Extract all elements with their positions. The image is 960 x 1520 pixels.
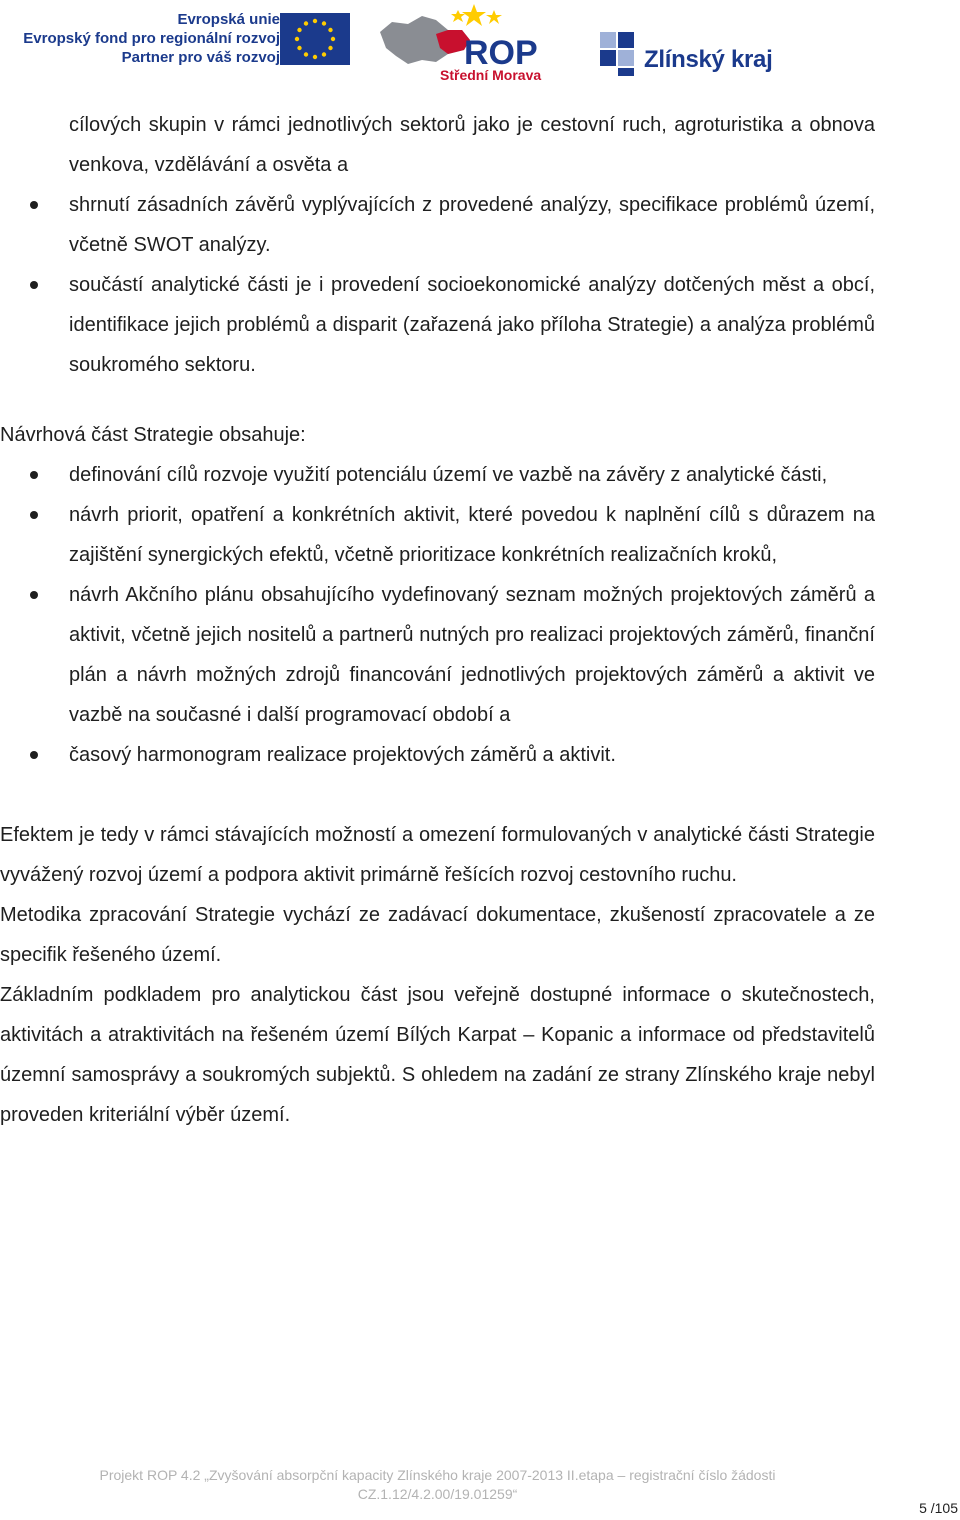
eu-fund-logo	[8, 8, 374, 70]
eu-logo-line: Partner pro váš rozvoj	[121, 49, 280, 66]
list-item: časový harmonogram realizace projektových záměrů a aktivit.	[0, 735, 875, 775]
bullet-icon	[30, 281, 38, 289]
body-paragraph: Základním podkladem pro analytickou část jsou veřejně dostupné informace o skutečnostech, aktivitách a atraktivitách na řešeném území Bílých Karpat – Kopanic a informace od představitelů územní samosprávy a soukromých subjektů. S ohledem na zadání ze strany Zlínského kraje nebyl proveden kriteriální výběr území.	[0, 984, 875, 1126]
rop-emblem-icon	[378, 0, 578, 84]
rop-title: ROP	[464, 34, 538, 72]
bullet-icon	[30, 511, 38, 519]
page-header	[0, 0, 960, 88]
zlinsky-kraj-emblem-icon	[596, 28, 642, 78]
list-item: návrh Akčního plánu obsahujícího vydefinovaný seznam možných projektových záměrů a aktivit, včetně jejich nositelů a partnerů nutných pro realizaci projektových záměrů, finanční plán a návrh možných zdrojů financování jednotlivých projektových záměrů a aktivit ve vazbě na současné i další programovací období a	[0, 575, 875, 735]
bullet-icon	[30, 591, 38, 599]
list-item: definování cílů rozvoje využití potenciálu území ve vazbě na závěry z analytické části,	[0, 455, 875, 495]
list-item: návrh priorit, opatření a konkrétních aktivit, které povedou k naplnění cílů s důrazem na zajištění synergických efektů, včetně prioritizace konkrétních realizačních kroků,	[0, 495, 875, 575]
body-paragraph: Metodika zpracování Strategie vychází ze zadávací dokumentace, zkušeností zpracovatele a ze specifik řešeného území.	[0, 904, 875, 966]
intro-continuation: cílových skupin v rámci jednotlivých sektorů jako je cestovní ruch, agroturistika a obnova venkova, vzdělávání a osvěta a	[69, 114, 875, 176]
bullet-icon	[30, 471, 38, 479]
rop-subtitle: Střední Morava	[440, 67, 542, 83]
page-number: 5 /105	[919, 1500, 958, 1516]
footer-project-line: Projekt ROP 4.2 „Zvyšování absorpční kapacity Zlínského kraje 2007-2013 II.etapa – registrační číslo žádosti	[99, 1467, 776, 1483]
region-name: Zlínský kraj	[644, 46, 773, 73]
zlinsky-kraj-logo	[596, 28, 816, 78]
eu-logo-line: Evropská unie	[177, 11, 280, 28]
document-body	[0, 105, 960, 1135]
footer-registration-line: CZ.1.12/4.2.00/19.01259“	[357, 1486, 518, 1502]
list-item: součástí analytické části je i provedení socioekonomické analýzy dotčených měst a obcí, identifikace jejich problémů a disparit (zařazená jako příloha Strategie) a analýza problémů soukromého sektoru.	[0, 265, 875, 385]
page-footer	[0, 1466, 875, 1504]
eu-flag-icon	[280, 13, 350, 65]
rop-logo	[378, 0, 578, 84]
body-paragraph: Efektem je tedy v rámci stávajících možností a omezení formulovaných v analytické části Strategie vyvážený rozvoj území a podpora aktivit primárně řešících rozvoj cestovního ruchu.	[0, 824, 875, 886]
bullet-icon	[30, 201, 38, 209]
eu-logo-line: Evropský fond pro regionální rozvoj	[23, 30, 280, 47]
section-heading: Návrhová část Strategie obsahuje:	[0, 424, 306, 446]
bullet-icon	[30, 751, 38, 759]
list-item: shrnutí zásadních závěrů vyplývajících z provedené analýzy, specifikace problémů území, včetně SWOT analýzy.	[0, 185, 875, 265]
